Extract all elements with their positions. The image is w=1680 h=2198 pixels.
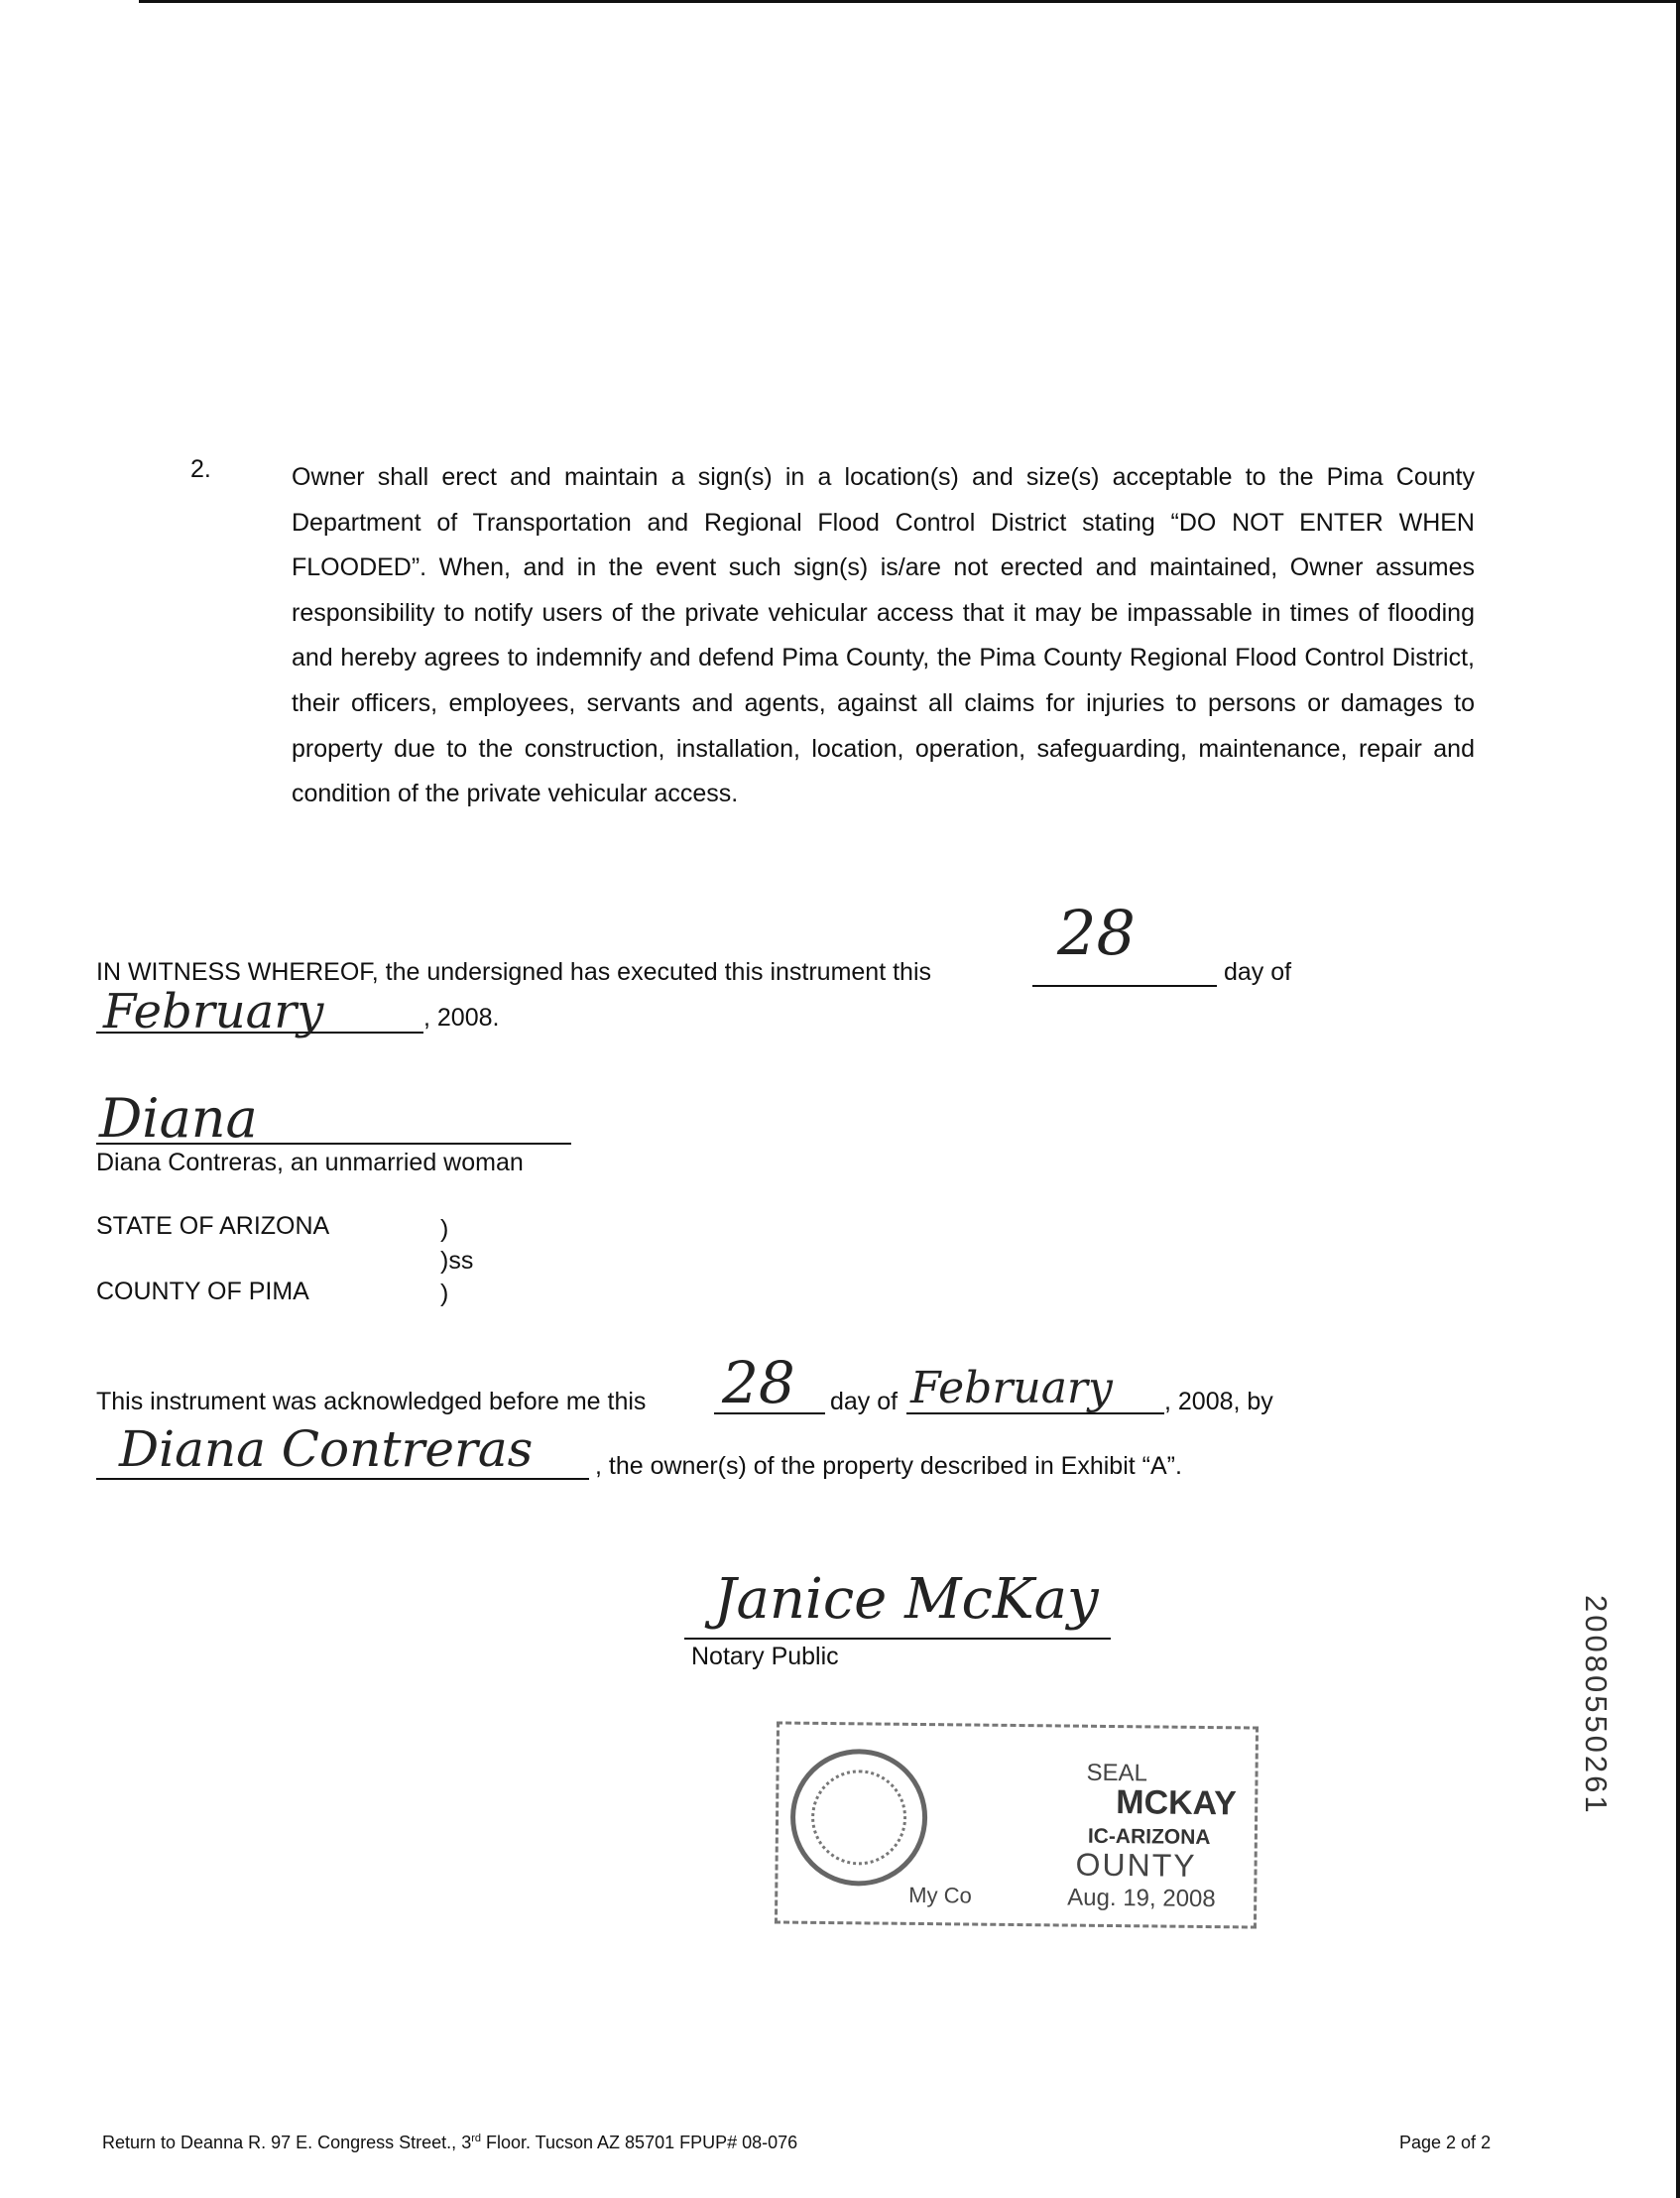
seal-line-4: OUNTY: [1075, 1846, 1197, 1884]
witness-day-handwritten: 28: [1057, 897, 1136, 969]
notary-seal: [775, 1721, 1259, 1928]
paragraph-number: 2.: [190, 455, 211, 483]
witness-statement: IN WITNESS WHEREOF, the undersigned has executed this instrument this: [96, 958, 932, 986]
recording-number-stamp: 20080550261: [1579, 1595, 1614, 1816]
venue-county: COUNTY OF PIMA: [96, 1278, 309, 1305]
seal-line-2: MCKAY: [1116, 1783, 1237, 1823]
seal-line-1: SEAL: [1086, 1759, 1148, 1787]
ack-day-of: day of: [830, 1388, 899, 1415]
scan-border-right: [1676, 0, 1680, 2198]
ack-name-blank: [96, 1478, 589, 1480]
signer-signature: Diana: [99, 1087, 258, 1150]
scan-border-top: [139, 0, 1680, 3]
paragraph-text: Owner shall erect and maintain a sign(s) in a location(s) and size(s) acceptable to the Pima County Department of Transportation and Regional Flood Control District stating “DO NOT ENTER WHEN FLOODED”. When, and in the event such sign(s) is/are not erected and maintained, Owner assumes responsibility to notify users of the private vehicular access that it may be impassable in times of flooding and hereby agrees to indemnify and defend Pima County, the Pima County Regional Flood Control District, their officers, employees, servants and agents, against all claims for injuries to persons or damages to property due to the construction, installation, location, operation, safeguarding, maintenance, repair and condition of the private vehicular access.: [292, 463, 1475, 808]
seal-line-6: Aug. 19, 2008: [1067, 1884, 1216, 1913]
seal-line-3: IC-ARIZONA: [1087, 1824, 1211, 1850]
notary-signature: Janice McKay: [714, 1567, 1099, 1632]
witness-year: , 2008.: [423, 1004, 500, 1032]
notary-caption: Notary Public: [691, 1643, 839, 1670]
footer-return-address: [102, 2133, 797, 2153]
ack-name-handwritten: Diana Contreras: [119, 1420, 534, 1478]
footer-return-text-cont: Floor. Tucson AZ 85701 FPUP# 08-076: [480, 2133, 798, 2152]
venue-state: STATE OF ARIZONA: [96, 1212, 330, 1240]
ack-suffix: , the owner(s) of the property described in Exhibit “A”.: [595, 1452, 1182, 1480]
notary-signature-line: [684, 1638, 1111, 1640]
footer-ordinal: rd: [471, 2133, 481, 2144]
venue-paren-top: ): [440, 1215, 449, 1243]
ack-year-by: , 2008, by: [1164, 1388, 1273, 1415]
venue-paren-bottom: ): [440, 1280, 449, 1307]
witness-month-handwritten: February: [103, 984, 324, 1039]
acknowledgment-statement: This instrument was acknowledged before me this: [96, 1388, 647, 1415]
signer-caption: Diana Contreras, an unmarried woman: [96, 1149, 524, 1176]
footer-page-number: Page 2 of 2: [1399, 2133, 1492, 2152]
venue-ss: )ss: [440, 1247, 474, 1275]
seal-emblem-icon: [789, 1749, 927, 1887]
seal-line-5: My Co: [908, 1882, 972, 1908]
witness-day-blank: [1032, 985, 1217, 987]
footer-return-text: Return to Deanna R. 97 E. Congress Street., 3: [102, 2133, 472, 2152]
ack-day-handwritten: 28: [722, 1349, 795, 1416]
witness-day-of: day of: [1224, 958, 1292, 986]
ack-month-handwritten: February: [910, 1363, 1113, 1413]
